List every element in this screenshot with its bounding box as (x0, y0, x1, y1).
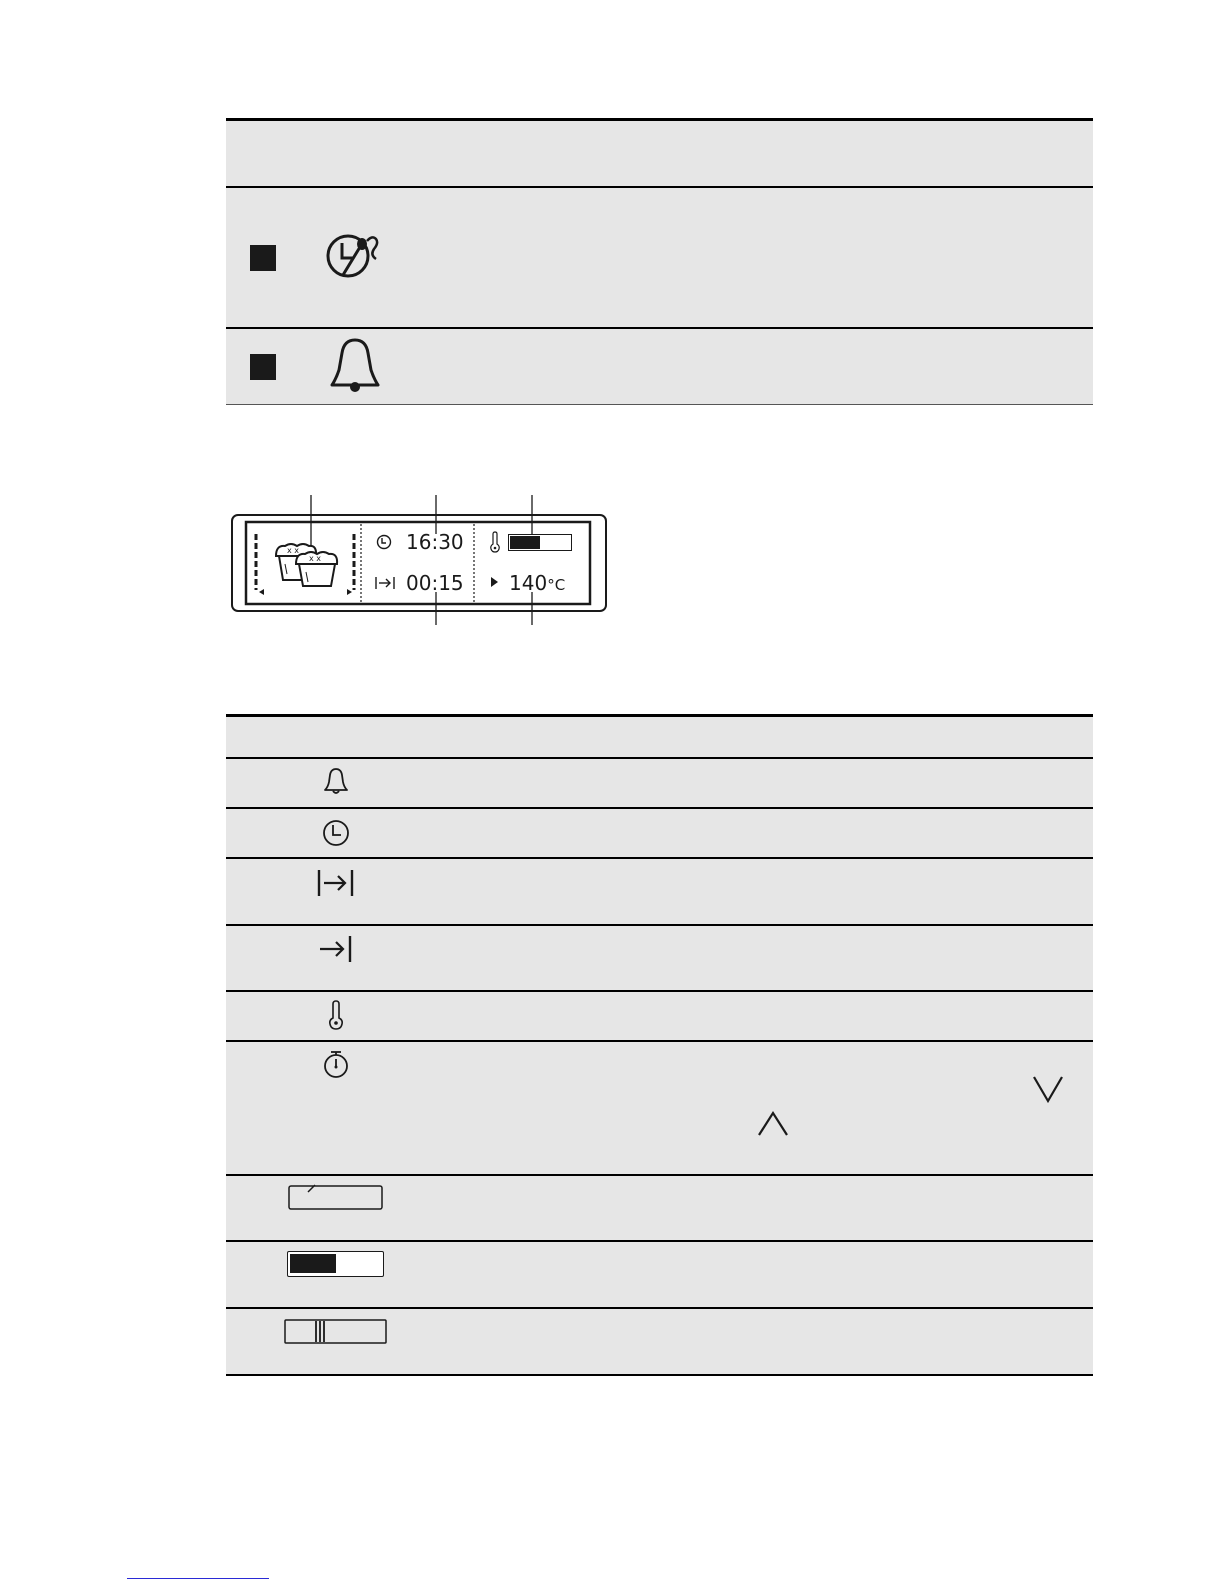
display-heat-up-fill (510, 536, 540, 549)
display-time: 16:30 (406, 530, 464, 554)
display-duration-icon (374, 575, 396, 591)
end-icon (318, 934, 354, 964)
top-table-header (226, 121, 1093, 186)
display-play-icon (490, 576, 500, 588)
top-table-rule-bottom (226, 404, 1093, 405)
progress-bar-marker-icon (284, 1318, 388, 1346)
bell-icon (323, 767, 349, 795)
display-clock-icon (376, 534, 392, 550)
display-temperature-unit: °C (547, 576, 566, 594)
svg-text:x x: x x (309, 554, 322, 563)
clock-icon (322, 819, 350, 847)
display-thermometer-icon (489, 531, 501, 553)
indicator-row (226, 992, 1093, 1040)
indicator-table-header (226, 717, 1093, 757)
indicator-table-rule-bottom (226, 1374, 1093, 1376)
indicator-row (226, 759, 1093, 807)
display-heat-up-bar (508, 534, 572, 551)
bell-icon (326, 336, 384, 392)
indicator-row (226, 809, 1093, 857)
down-arrow-icon (1032, 1075, 1064, 1103)
progress-bar-half-icon (287, 1251, 384, 1277)
thermometer-icon (328, 1000, 344, 1030)
svg-text:x x: x x (287, 546, 300, 555)
oven-display (226, 490, 616, 625)
footer-link[interactable] (127, 1562, 269, 1579)
progress-bar-empty-icon (288, 1183, 384, 1211)
indicator-row (226, 1042, 1093, 1174)
display-temperature (509, 571, 565, 597)
display-duration: 00:15 (406, 571, 464, 595)
up-arrow-icon (757, 1111, 789, 1137)
bullet-square (250, 354, 276, 380)
meat-probe-clock-icon (326, 233, 384, 279)
bullet-square (250, 245, 276, 271)
bread-pictogram-icon (273, 542, 343, 590)
duration-icon (316, 868, 356, 898)
progress-bar-half-fill (290, 1254, 336, 1273)
indicator-row (226, 926, 1093, 990)
minute-minder-icon (322, 1050, 350, 1080)
indicator-row (226, 859, 1093, 924)
display-temperature-value: 140 (509, 571, 548, 595)
